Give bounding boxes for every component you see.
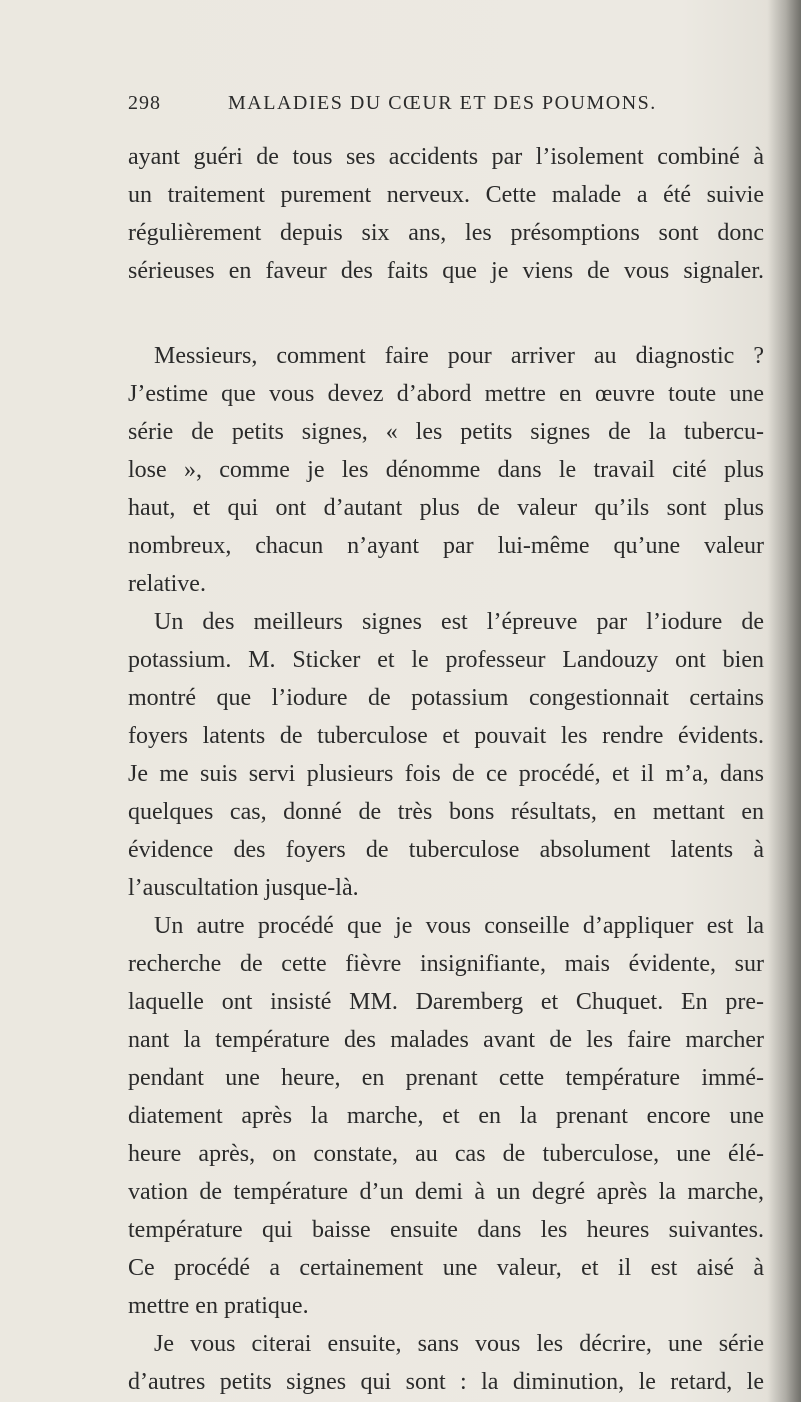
paragraph [128,337,764,603]
text-line: d’autres petits signes qui sont : la diminution, le retard, le [128,1369,764,1395]
text-line: évidence des foyers de tuberculose absolument latents à [128,837,764,863]
paragraph [128,907,764,1325]
text-line: pendant une heure, en prenant cette température immé- [128,1065,764,1091]
text-line: température qui baisse ensuite dans les heures suivantes. [128,1217,764,1243]
text-line: Un des meilleurs signes est l’épreuve par l’iodure de [154,609,764,635]
text-line: haut, et qui ont d’autant plus de valeur qu’ils sont plus [128,495,764,521]
paragraph-gap [154,290,764,337]
body-text [128,138,764,1401]
page-number: 298 [128,92,161,114]
text-line: nombreux, chacun n’ayant par lui-même qu’une valeur [128,533,764,559]
text-line: sérieuses en faveur des faits que je viens de vous signaler. [128,258,764,284]
text-line: potassium. M. Sticker et le professeur Landouzy ont bien [128,647,764,673]
page-edge-shadow [767,0,801,1402]
text-line: Je me suis servi plusieurs fois de ce procédé, et il m’a, dans [128,761,764,787]
text-line: l’auscultation jusque-là. [128,875,359,901]
text-line: vation de température d’un demi à un degré après la marche, [128,1179,764,1205]
text-line: montré que l’iodure de potassium congestionnait certains [128,685,764,711]
text-line: régulièrement depuis six ans, les présomptions sont donc [128,220,764,246]
text-line: J’estime que vous devez d’abord mettre en œuvre toute une [128,381,764,407]
text-line: Messieurs, comment faire pour arriver au diagnostic ? [154,343,764,369]
paragraph [128,603,764,907]
text-line: recherche de cette fièvre insignifiante, mais évidente, sur [128,951,764,977]
text-line: mettre en pratique. [128,1293,309,1319]
running-title: MALADIES DU CŒUR ET DES POUMONS. [228,92,657,114]
text-line: heure après, on constate, au cas de tuberculose, une élé- [128,1141,764,1167]
text-line: laquelle ont insisté MM. Daremberg et Chuquet. En pre- [128,989,764,1015]
text-line: nant la température des malades avant de les faire marcher [128,1027,764,1053]
text-line: Je vous citerai ensuite, sans vous les décrire, une série [154,1331,764,1357]
text-line: lose », comme je les dénomme dans le travail cité plus [128,457,764,483]
text-line: ayant guéri de tous ses accidents par l’isolement combiné à [128,144,764,170]
paragraph [128,1325,764,1401]
text-line: quelques cas, donné de très bons résultats, en mettant en [128,799,764,825]
text-line: Un autre procédé que je vous conseille d’appliquer est la [154,913,764,939]
text-line: diatement après la marche, et en la prenant encore une [128,1103,764,1129]
text-line: foyers latents de tuberculose et pouvait les rendre évidents. [128,723,764,749]
text-line: série de petits signes, « les petits signes de la tubercu- [128,419,764,445]
text-line: relative. [128,571,206,597]
text-line: un traitement purement nerveux. Cette malade a été suivie [128,182,764,208]
paragraph [128,138,764,290]
text-line: Ce procédé a certainement une valeur, et il est aisé à [128,1255,764,1281]
page-header [128,92,688,122]
